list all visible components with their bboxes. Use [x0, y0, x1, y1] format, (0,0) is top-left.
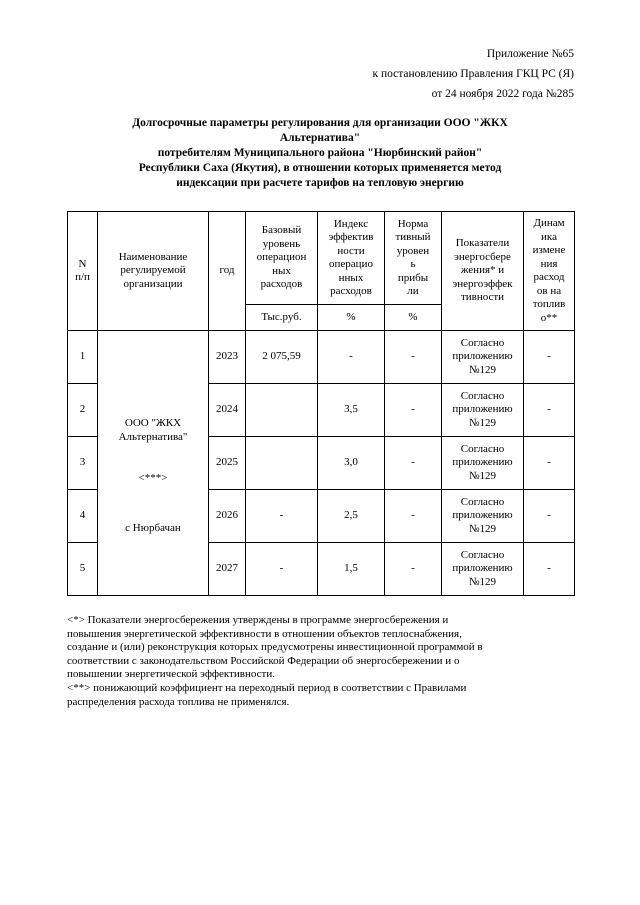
header-line: ности [337, 244, 365, 257]
header-line: Базовый [261, 224, 302, 237]
energy-line: приложению [452, 562, 513, 575]
header-line: Наименование [118, 250, 188, 263]
fuel-dynamics-cell: - [524, 384, 575, 437]
year-cell: 2027 [209, 543, 246, 596]
header-line: регулируемой [120, 264, 186, 277]
org-name-line1: ООО "ЖКХ [124, 417, 182, 429]
footnotes [67, 614, 577, 709]
header-line: операцион [256, 251, 307, 264]
efficiency-index-cell: - [318, 331, 385, 384]
efficiency-index-cell: 1,5 [318, 543, 385, 596]
header-line: ов на [536, 284, 562, 297]
header-year [209, 212, 246, 331]
efficiency-index-cell: 3,0 [318, 437, 385, 490]
base-cost-cell: 2 075,59 [246, 331, 318, 384]
profit-norm-cell: - [385, 543, 442, 596]
header-line: ли [407, 285, 419, 297]
header-line: жения* и [460, 264, 505, 277]
header-line: операцио [329, 258, 373, 270]
row-number: 3 [68, 437, 98, 490]
header-line: энергоэффек [452, 277, 513, 290]
header-line: эффектив [328, 231, 374, 243]
fuel-dynamics-cell: - [524, 331, 575, 384]
resolution-date: от 24 ноября 2022 года №285 [431, 88, 574, 100]
row-number: 5 [68, 543, 98, 596]
table-body [68, 212, 575, 596]
header-num [68, 212, 98, 331]
header-line: год [219, 264, 235, 277]
base-cost-cell: - [246, 490, 318, 543]
energy-line: Согласно [460, 495, 505, 508]
header-org [98, 212, 209, 331]
energy-line: №129 [469, 522, 496, 535]
footnote-line: повышении энергетической эффективности. [67, 668, 275, 681]
header-line: прибы [397, 271, 429, 284]
appendix-header [373, 44, 575, 104]
header-line: расходов [330, 285, 372, 297]
energy-saving-cell [442, 437, 524, 490]
profit-norm-cell: - [385, 490, 442, 543]
energy-line: приложению [452, 350, 513, 363]
header-line: измене [532, 244, 566, 256]
title-line: потребителям Муниципального района "Нюрбинский район" [157, 147, 483, 159]
footnote-line: повышения энергетической эффективности в отношении объектов теплоснабжения, [67, 627, 462, 640]
document-title [100, 116, 540, 191]
efficiency-index-cell: 2,5 [318, 490, 385, 543]
fuel-dynamics-cell: - [524, 490, 575, 543]
header-base [246, 212, 318, 305]
profit-norm-cell: - [385, 437, 442, 490]
header-line: организации [123, 277, 183, 290]
base-cost-cell [246, 437, 318, 490]
energy-line: №129 [469, 575, 496, 588]
energy-line: №129 [469, 469, 496, 482]
parameters-table [67, 211, 575, 596]
header-line: ь [410, 258, 416, 270]
unit-index: % [318, 305, 385, 331]
header-energy [442, 212, 524, 331]
energy-line: №129 [469, 363, 496, 376]
energy-saving-cell [442, 384, 524, 437]
unit-norm: % [385, 305, 442, 331]
footnote-line: соответствии с законодательством Российской Федерации об энергосбережении и о [67, 654, 460, 667]
header-line: о** [540, 311, 558, 324]
header-line: тивности [460, 291, 505, 304]
base-cost-cell [246, 384, 318, 437]
org-name-line2: Альтернатива" [118, 430, 188, 443]
header-dyn [524, 212, 575, 331]
title-line: Республики Саха (Якутия), в отношении которых применяется метод [138, 162, 502, 174]
header-line: Показатели [455, 237, 510, 250]
footnote-line: <**> понижающий коэффициент на переходный период в соответствии с Правилами [67, 681, 467, 694]
footnote-line: создание и (или) реконструкция которых предусмотрены инвестиционной программой в [67, 641, 483, 654]
year-cell: 2026 [209, 490, 246, 543]
energy-line: №129 [469, 416, 496, 429]
header-line: Индекс [333, 217, 369, 230]
org-location: с Нюрбачан [125, 521, 181, 534]
header-row [68, 212, 575, 305]
row-number: 1 [68, 331, 98, 384]
year-cell: 2024 [209, 384, 246, 437]
resolution-reference: к постановлению Правления ГКЦ РС (Я) [372, 68, 574, 80]
energy-line: приложению [452, 456, 513, 469]
footnote-line: распределения расхода топлива не применялся. [67, 695, 290, 708]
energy-line: приложению [452, 509, 513, 522]
header-line: ния [540, 257, 558, 270]
header-line: ика [541, 230, 557, 243]
header-index [318, 212, 385, 305]
year-cell: 2023 [209, 331, 246, 384]
efficiency-index-cell: 3,5 [318, 384, 385, 437]
header-line: уровен [396, 244, 430, 257]
header-line: тивный [395, 231, 431, 243]
header-line: п/п [75, 271, 90, 283]
title-line: индексации при расчете тарифов на тепловую энергию [176, 177, 464, 189]
footnote-line: <*> Показатели энергосбережения утверждены в программе энергосбережения и [67, 614, 449, 626]
title-line: Долгосрочные параметры регулирования для организации ООО "ЖКХ [132, 117, 508, 129]
fuel-dynamics-cell: - [524, 543, 575, 596]
header-line: энергосбере [454, 250, 511, 263]
row-number: 4 [68, 490, 98, 543]
appendix-number: Приложение №65 [486, 48, 574, 60]
energy-saving-cell [442, 490, 524, 543]
energy-line: Согласно [460, 548, 505, 561]
year-cell: 2025 [209, 437, 246, 490]
org-marker: <***> [138, 472, 168, 484]
header-line: Норма [397, 217, 429, 230]
header-line: N [78, 257, 87, 270]
energy-line: Согласно [460, 336, 505, 349]
energy-saving-cell [442, 331, 524, 384]
header-line: уровень [262, 237, 301, 250]
header-line: нных [338, 271, 364, 284]
energy-line: приложению [452, 403, 513, 416]
header-line: ных [272, 264, 291, 277]
header-line: Динам [533, 217, 565, 229]
organization-cell [98, 331, 209, 596]
table-row [68, 331, 575, 384]
fuel-dynamics-cell: - [524, 437, 575, 490]
header-norm [385, 212, 442, 305]
unit-base: Тыс.руб. [246, 305, 318, 331]
energy-saving-cell [442, 543, 524, 596]
header-line: расход [533, 271, 565, 283]
profit-norm-cell: - [385, 331, 442, 384]
profit-norm-cell: - [385, 384, 442, 437]
header-line: расходов [260, 278, 303, 291]
base-cost-cell: - [246, 543, 318, 596]
title-line: Альтернатива" [279, 132, 361, 144]
energy-line: Согласно [460, 389, 505, 402]
header-line: топлив [532, 298, 566, 310]
energy-line: Согласно [460, 442, 505, 455]
row-number: 2 [68, 384, 98, 437]
